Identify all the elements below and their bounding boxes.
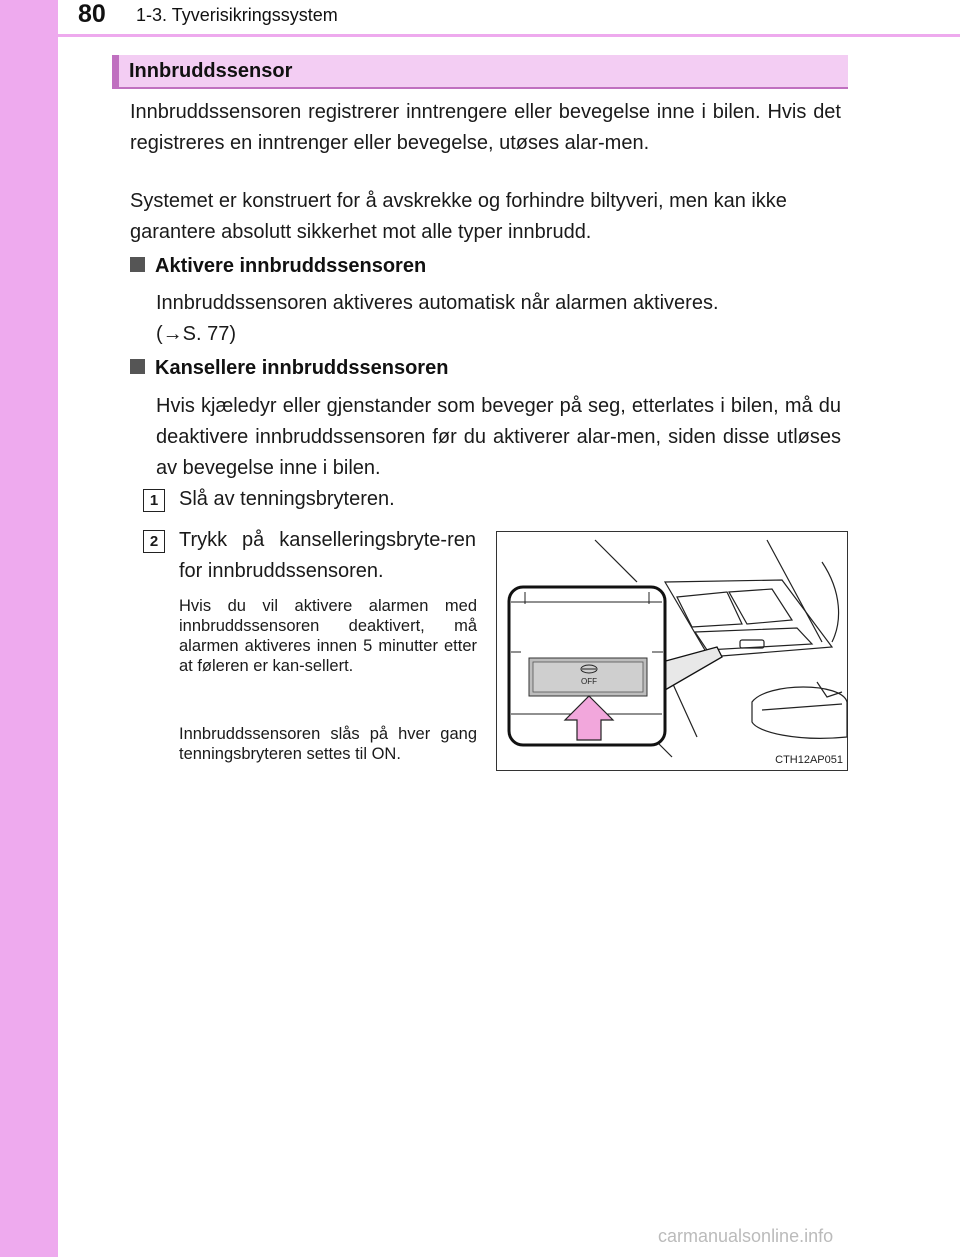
activate-text: Innbruddssensoren aktiveres automatisk når alarmen aktiveres. [156, 292, 719, 314]
note-paragraph-2: Innbruddssensoren slås på hver gang tenningsbryteren settes til ON. [179, 725, 477, 763]
cancel-heading-label: Kansellere innbruddssensoren [155, 357, 449, 379]
off-button-label: OFF [581, 677, 597, 686]
step-number-1: 1 [143, 489, 165, 512]
figure-code: CTH12AP051 [775, 754, 843, 766]
console-drawing [497, 532, 849, 772]
cancel-text: Hvis kjæledyr eller gjenstander som beveger på seg, etterlates i bilen, må du deaktivere innbruddssensoren før du aktiverer alar-men, siden disse utløses av bevegelse inne i bilen. [156, 395, 841, 479]
step-text-1: Slå av tenningsbryteren. [179, 488, 395, 510]
intro-paragraph-1: Innbruddssensoren registrerer inntrengere eller bevegelse inne i bilen. Hvis det registreres en inntrenger eller bevegelse, utøses alar-men. [130, 101, 841, 154]
activate-heading [130, 255, 426, 278]
step-text-2: Trykk på kanselleringsbryte-ren for innbruddssensoren. [179, 529, 476, 582]
header-rule [0, 34, 960, 37]
section-accent [112, 55, 119, 87]
activate-page-ref: (→S. 77) [156, 323, 237, 345]
step-number-2: 2 [143, 530, 165, 553]
page-number: 80 [78, 0, 106, 28]
cancel-heading [130, 357, 448, 380]
intro-paragraph-2: Systemet er konstruert for å avskrekke og forhindre biltyveri, men kan ikke garantere absolutt sikkerhet mot alle typer innbrudd. [130, 190, 787, 243]
activate-heading-label: Aktivere innbruddssensoren [155, 255, 427, 277]
chapter-title: 1-3. Tyverisikringssystem [136, 5, 338, 25]
overhead-console-illustration [496, 531, 848, 771]
bullet-square-icon [130, 359, 145, 374]
note-paragraph-1: Hvis du vil aktivere alarmen med innbruddssensoren deaktivert, må alarmen aktiveres innen 5 minutter etter at føleren er kan-sellert. [179, 597, 477, 675]
section-title: Innbruddssensor [129, 60, 293, 82]
bullet-square-icon [130, 257, 145, 272]
section-header [112, 55, 848, 89]
watermark: carmanualsonline.info [658, 1226, 834, 1246]
side-tab [0, 0, 58, 1257]
